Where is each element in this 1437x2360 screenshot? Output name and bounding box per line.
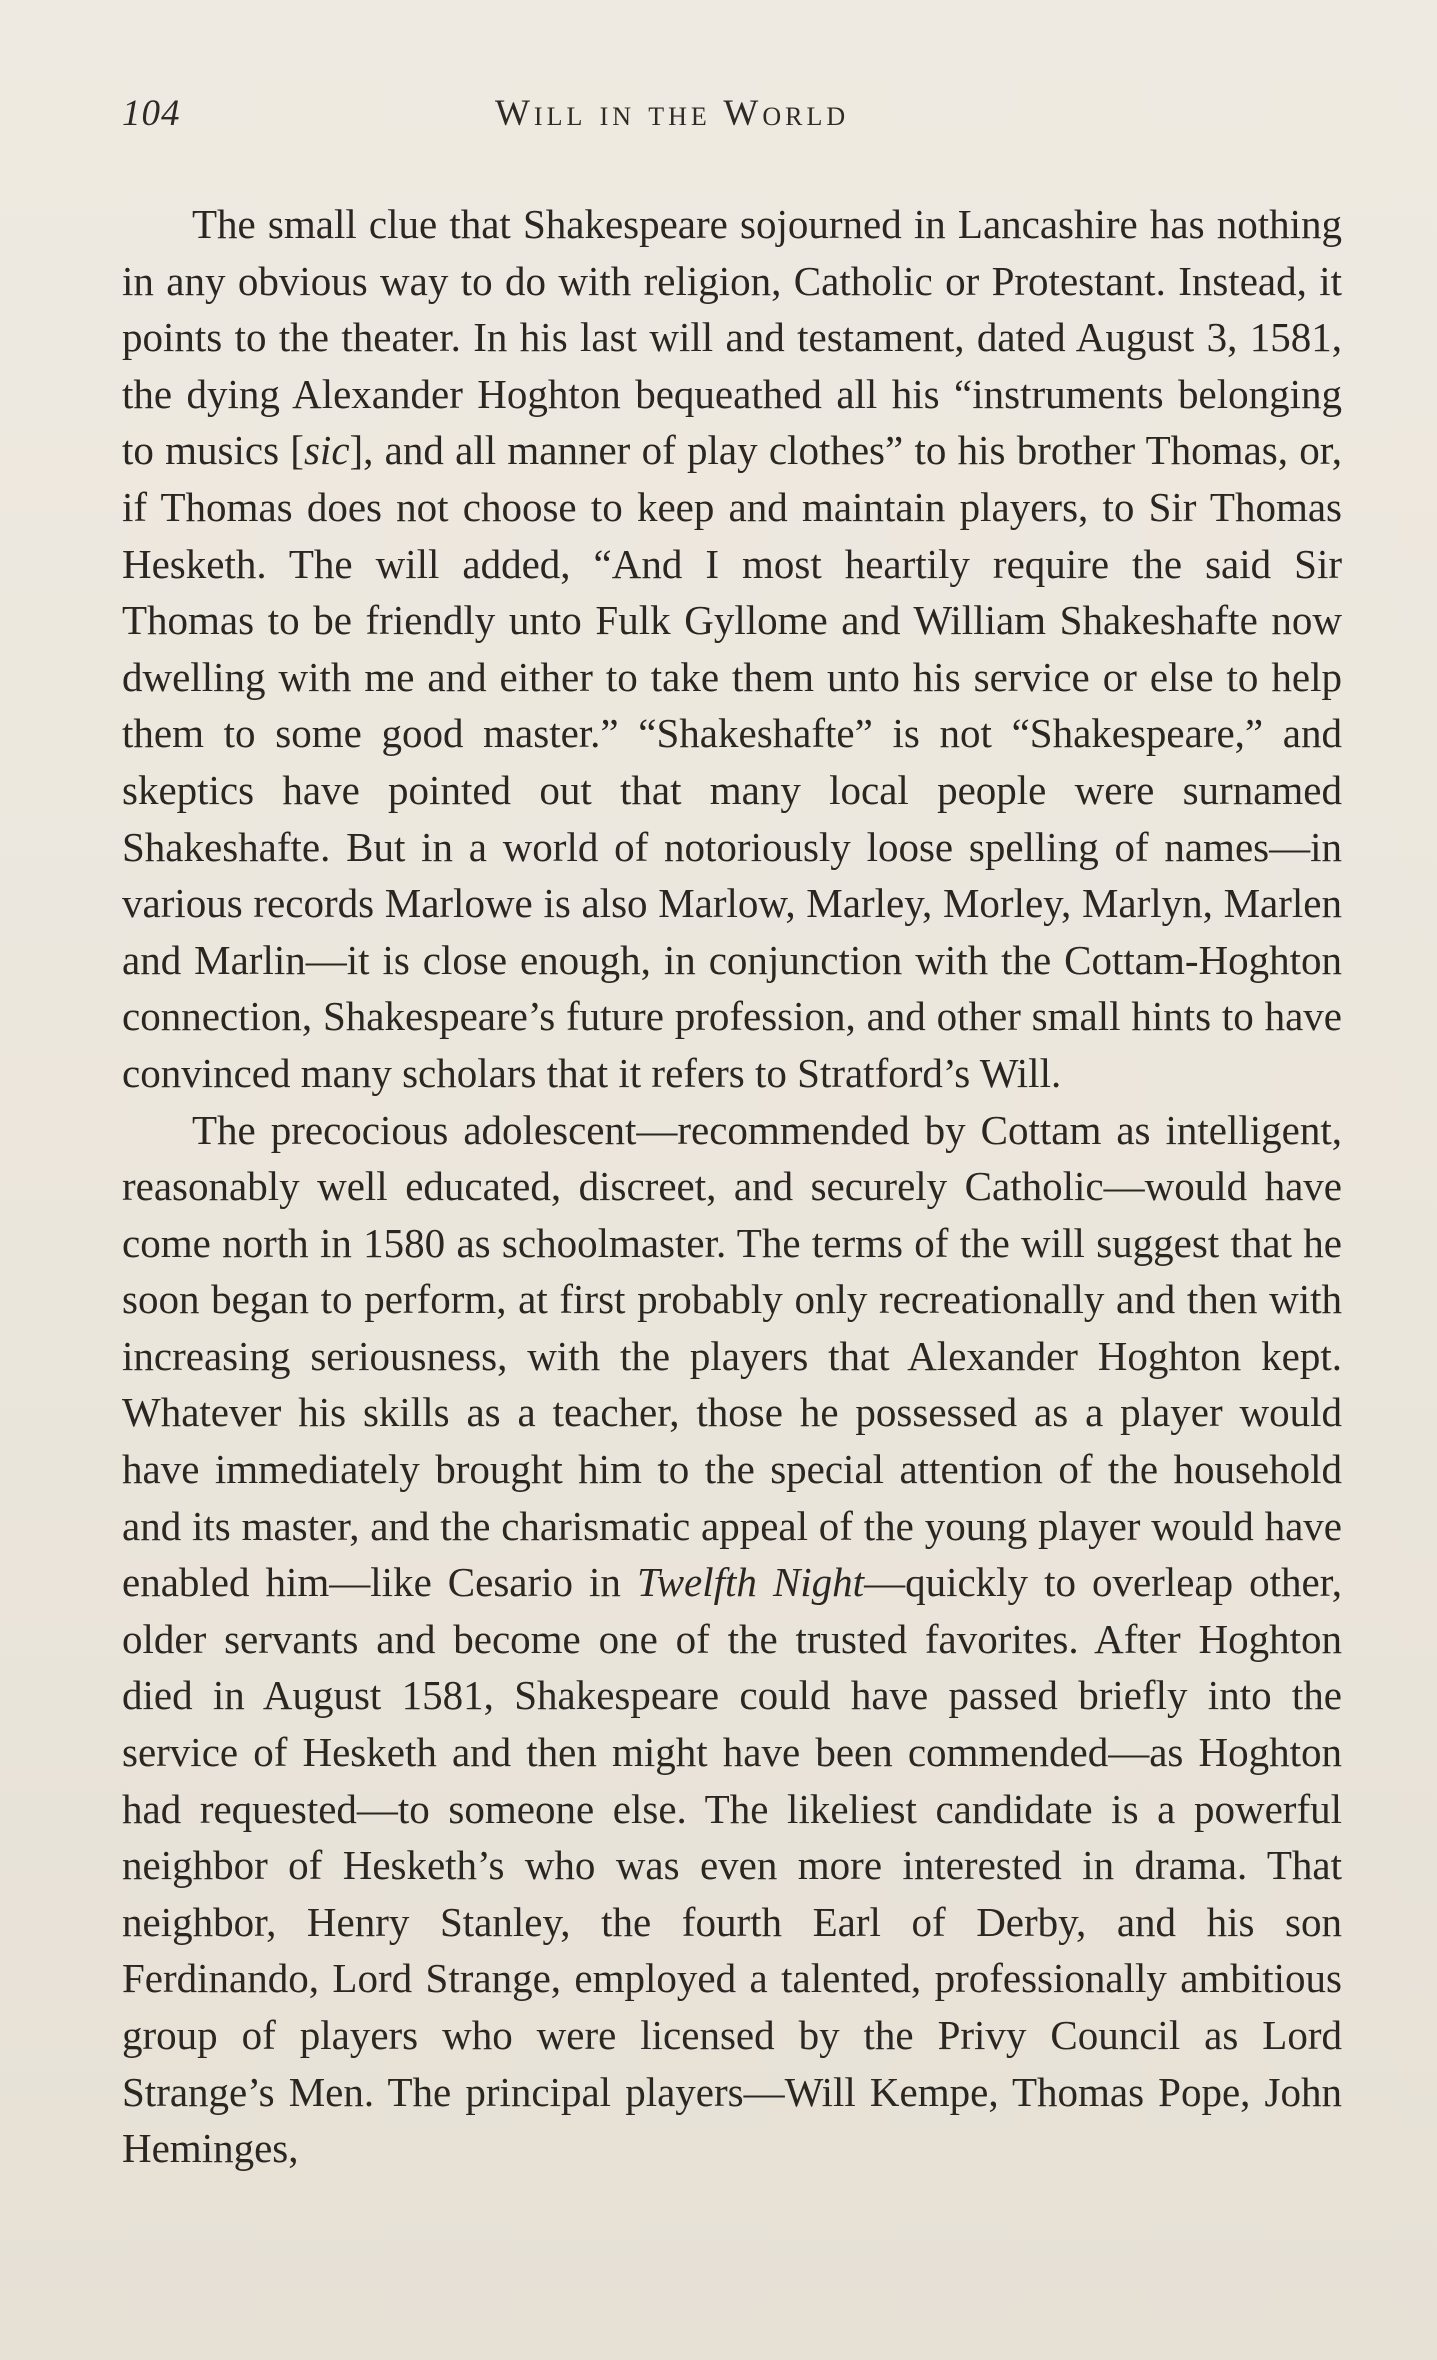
- paragraph-shakeshafte: [122, 196, 1342, 1102]
- running-head: [122, 92, 1346, 142]
- paragraph-text: The precocious adolescent—recommended by Cottam as intelligent, reasonably well educated, discreet, and securely Catholic—would have come north in 1580 as schoolmaster. The terms of the will suggest that he soon began to perform, at first probably only recreationally and then with increasing seriousness, with the players that Alexander Hoghton kept. Whatever his skills as a teacher, those he possessed as a player would have immediately brought him to the special attention of the household and its master, and the charismatic appeal of the young player would have enabled him—like Cesario in: [122, 1106, 1342, 1606]
- book-title: Will in the World: [495, 93, 850, 134]
- paragraph-precocious-adolescent: [122, 1102, 1342, 2177]
- body-text: [122, 196, 1342, 2177]
- paragraph-text: —quickly to overleap other, older servants and become one of the trusted favorites. After Hoghton died in August 1581, Shakespeare could have passed briefly into the service of Hesketh and then might have been commended—as Hoghton had requested—to someone else. The likeliest candidate is a powerful neighbor of Hesketh’s who was even more interested in drama. That neighbor, Henry Stanley, the fourth Earl of Derby, and his son Ferdinando, Lord Strange, employed a talented, professionally ambitious group of players who were licensed by the Privy Council as Lord Strange’s Men. The principal players—Will Kempe, Thomas Pope, John Heminges,: [122, 1559, 1342, 2172]
- paragraph-text: ], and all manner of play clothes” to his brother Thomas, or, if Thomas does not choose to keep and maintain players, to Sir Thomas Hesketh. The will added, “And I most heartily require the said Sir Thomas to be friendly unto Fulk Gyllome and William Shakeshafte now dwelling with me and either to take them unto his service or else to help them to some good master.” “Shakeshafte” is not “Shakespeare,” and skeptics have pointed out that many local people were surnamed Shakeshafte. But in a world of notoriously loose spelling of names—in various records Marlowe is also Marlow, Marley, Morley, Marlyn, Marlen and Marlin—it is close enough, in conjunction with the Cottam-Hoghton connection, Shakespeare’s future profession, and other small hints to have convinced many scholars that it refers to Stratford’s Will.: [122, 427, 1342, 1096]
- page-number: 104: [122, 93, 181, 134]
- sic-italic: sic: [303, 427, 350, 474]
- paragraph-text: The small clue that Shakespeare sojourned in Lancashire has nothing in any obvious way to do with religion, Catholic or Protestant. Instead, it points to the theater. In his last will and testament, dated August 3, 1581, the dying Alexander Hoghton bequeathed all his “instruments belonging to musics [: [122, 201, 1342, 474]
- play-title-italic: Twelfth Night: [636, 1559, 865, 1606]
